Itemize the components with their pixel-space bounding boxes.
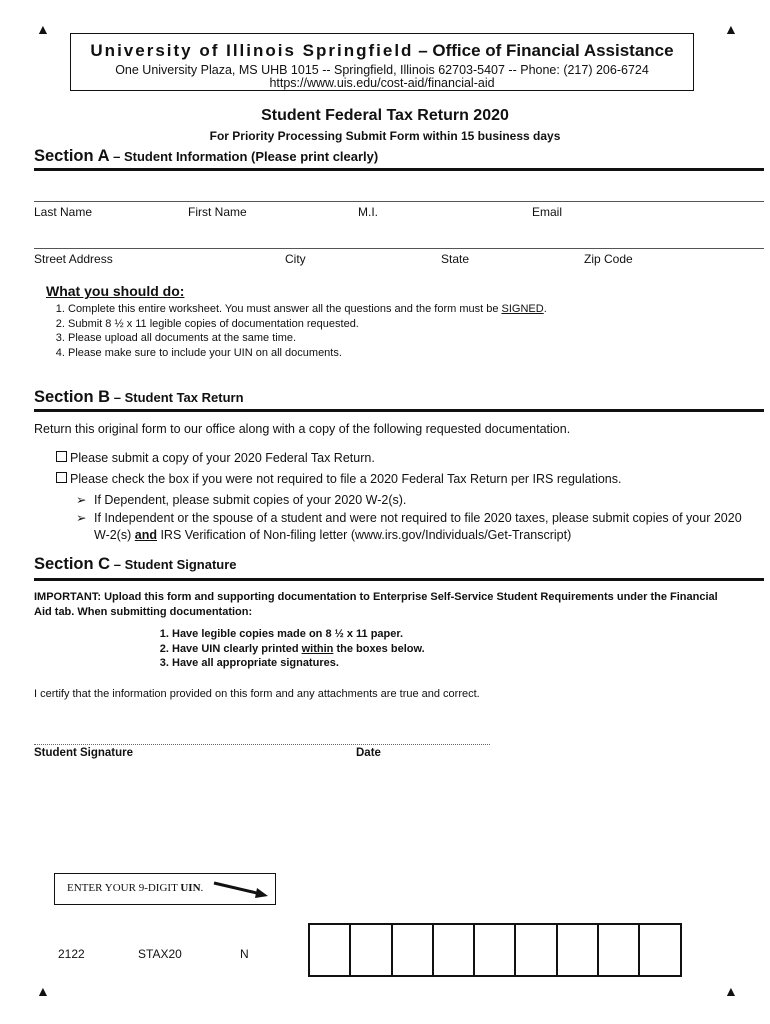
instruction-item: 2. Submit 8 ½ x 11 legible copies of documentation requested.	[68, 317, 768, 332]
section-b-heading	[34, 388, 244, 407]
last-name-field[interactable]: Last Name	[34, 205, 93, 219]
checkbox-row-1	[56, 451, 375, 465]
and-emphasis: and	[134, 528, 157, 542]
section-a-letter: Section A	[34, 147, 110, 165]
corner-mark-bottom-left: ▲	[36, 983, 50, 999]
uin-digit-box[interactable]	[638, 923, 681, 977]
corner-mark-top-right: ▲	[724, 21, 738, 37]
uin-digit-box[interactable]	[514, 923, 557, 977]
requirements-list	[154, 627, 425, 671]
city-field[interactable]: City	[285, 252, 306, 266]
row1-line	[34, 201, 764, 202]
form-code-n: N	[240, 947, 249, 961]
row2-line	[34, 248, 764, 249]
header-url[interactable]: https://www.uis.edu/cost-aid/financial-aid	[269, 76, 495, 90]
street-address-field[interactable]: Street Address	[34, 252, 113, 266]
uin-label: UIN	[180, 882, 201, 894]
arrow-bullet-icon: ➢	[76, 493, 87, 507]
form-subtitle: For Priority Processing Submit Form within 15 business days	[209, 129, 561, 143]
important-note: IMPORTANT: Upload this form and supporting documentation to Enterprise Self-Service Student Requirements under the Financial Aid tab. When submitting documentation:	[34, 591, 718, 618]
section-a-title: – Student Information (Please print clearly)	[113, 149, 379, 164]
instructions-list	[34, 302, 768, 360]
university-name: University of Illinois Springfield	[90, 41, 414, 60]
corner-mark-top-left: ▲	[36, 21, 50, 37]
student-signature-label: Student Signature	[34, 747, 134, 759]
checkbox-2-label: Please check the box if you were not required to file a 2020 Federal Tax Return per IRS regulations.	[70, 472, 622, 486]
section-a-heading	[34, 147, 378, 166]
bullet-independent: ➢ If Independent or the spouse of a student and were not required to file 2020 taxes, please submit copies of your 2020 W-2(s) and IRS Verification of Non-filing letter (www.irs.gov/Individuals/Get-Transcript)	[76, 511, 742, 542]
section-c-heading	[34, 555, 237, 574]
uin-digit-box[interactable]	[473, 923, 516, 977]
office-name: – Office of Financial Assistance	[418, 41, 674, 60]
header-title	[71, 41, 693, 61]
uin-prompt-box	[54, 873, 276, 905]
requirement-item: 2. Have UIN clearly printed within the boxes below.	[172, 642, 425, 657]
section-a-rule	[34, 168, 764, 171]
certification-statement: I certify that the information provided on this form and any attachments are true and correct.	[34, 688, 480, 700]
signed-emphasis: SIGNED	[501, 303, 544, 315]
zip-code-field[interactable]: Zip Code	[584, 252, 633, 266]
bullet-dependent: ➢ If Dependent, please submit copies of your 2020 W-2(s).	[76, 493, 407, 507]
first-name-field[interactable]: First Name	[188, 205, 247, 219]
instruction-item: 4. Please make sure to include your UIN on all documents.	[68, 346, 768, 361]
uin-digit-box[interactable]	[391, 923, 434, 977]
section-c-rule	[34, 578, 764, 581]
uin-digit-box[interactable]	[556, 923, 599, 977]
uin-digit-box[interactable]	[432, 923, 475, 977]
email-field[interactable]: Email	[532, 205, 563, 219]
requirement-item: 3. Have all appropriate signatures.	[172, 656, 425, 671]
state-field[interactable]: State	[441, 252, 470, 266]
not-required-checkbox[interactable]	[56, 472, 67, 483]
section-c-title: – Student Signature	[113, 557, 237, 572]
within-emphasis: within	[301, 642, 334, 655]
form-code-stax20: STAX20	[138, 947, 182, 961]
uin-prompt-text: ENTER YOUR 9-DIGIT UIN.	[67, 882, 204, 894]
section-b-title: – Student Tax Return	[113, 390, 244, 405]
instruction-item: 1. Complete this entire worksheet. You must answer all the questions and the form must be SIGNED.	[68, 302, 768, 317]
section-c-letter: Section C	[34, 555, 111, 573]
header-address: One University Plaza, MS UHB 1015 -- Springfield, Illinois 62703-5407 -- Phone: (217) 206-6724	[115, 63, 649, 77]
section-b-letter: Section B	[34, 388, 111, 406]
uin-digit-box[interactable]	[308, 923, 351, 977]
requirement-item: 1. Have legible copies made on 8 ½ x 11 paper.	[172, 627, 425, 642]
mi-field[interactable]: M.I.	[358, 205, 378, 219]
what-you-should-do-heading: What you should do:	[46, 283, 185, 299]
arrow-bullet-icon: ➢	[76, 511, 87, 525]
section-b-rule	[34, 409, 764, 412]
uin-digit-box[interactable]	[349, 923, 392, 977]
form-title: Student Federal Tax Return 2020	[261, 107, 509, 124]
tax-return-checkbox[interactable]	[56, 451, 67, 462]
signature-line[interactable]	[34, 744, 490, 745]
checkbox-1-label: Please submit a copy of your 2020 Federal Tax Return.	[70, 451, 375, 465]
section-b-intro: Return this original form to our office along with a copy of the following requested documentation.	[34, 422, 571, 436]
form-code-2122: 2122	[58, 947, 85, 961]
uin-digit-box[interactable]	[597, 923, 640, 977]
checkbox-row-2	[56, 472, 621, 486]
corner-mark-bottom-right: ▲	[724, 983, 738, 999]
date-label: Date	[356, 747, 381, 759]
uin-digit-grid	[308, 923, 698, 977]
arrow-right-icon	[213, 880, 269, 900]
header-box	[70, 33, 694, 91]
instruction-item: 3. Please upload all documents at the same time.	[68, 331, 768, 346]
